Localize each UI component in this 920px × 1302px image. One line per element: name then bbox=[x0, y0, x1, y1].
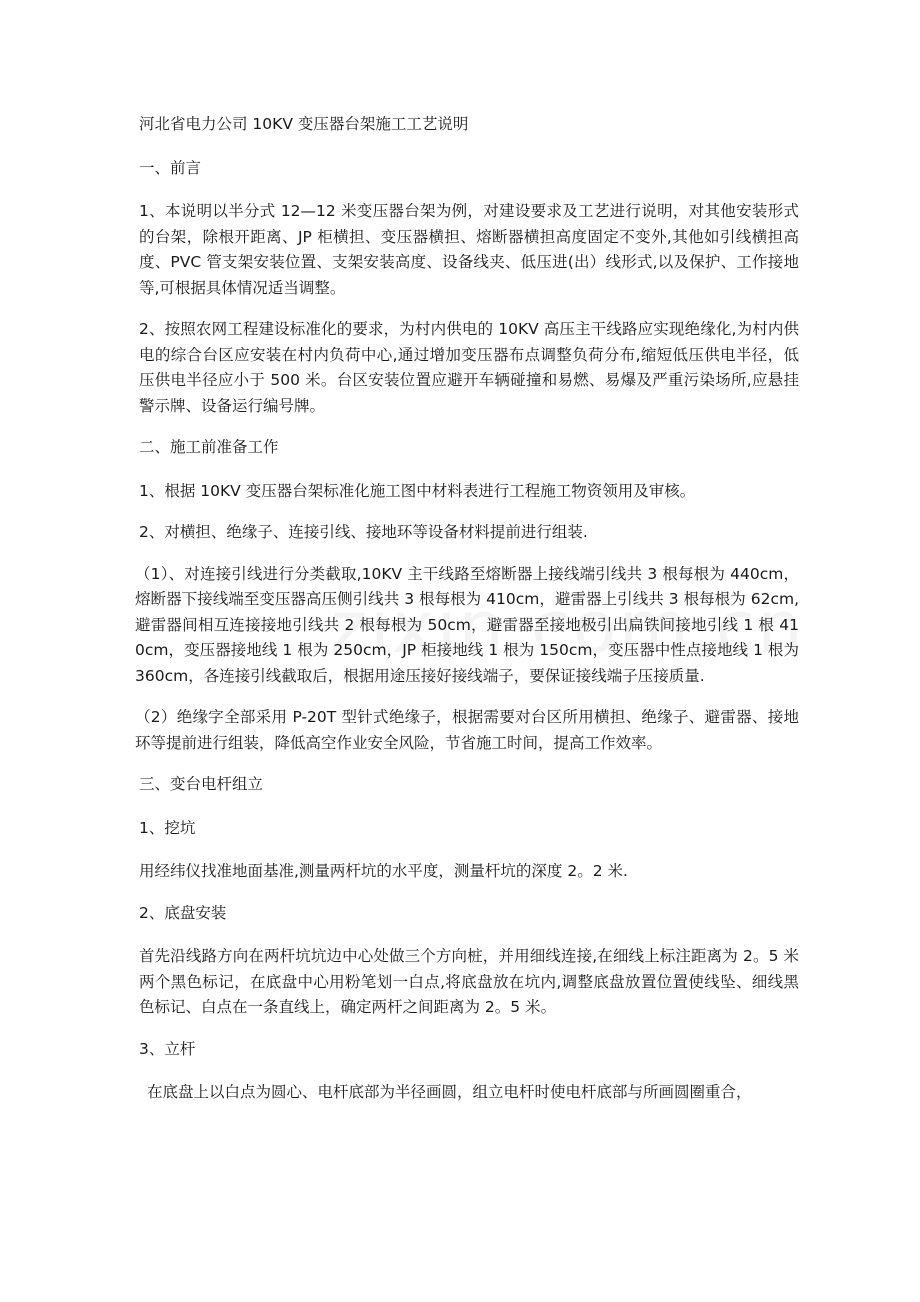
paragraph-lead-wires: （1）、对连接引线进行分类截取,10KV 主干线路至熔断器上接线端引线共 3 根每根为 440cm，熔断器下接线端至变压器高压侧引线共 3 根每根为 410cm，避雷器上引线共 3 根每根为 62cm,避雷器间相互连接接地引线共 2 根每根为 50cm，避雷器至接地极引出扁铁间接地引线 1 根 410cm，变压器接地线 1 根为 250cm，JP 柜接地线 1 根为 150cm，变压器中性点接地线 1 根为 360cm，各连接引线截取后，根据用途压接好接线端子，要保证接线端子压接质量. bbox=[135, 564, 799, 685]
paragraph-pole-raising: 在底盘上以白点为圆心、电杆底部为半径画圆，组立电杆时使电杆底部与所画圆圈重合， bbox=[147, 1083, 752, 1101]
paragraph-digging: 用经纬仪找准地面基准,测量两杆坑的水平度，测量杆坑的深度 2。2 米. bbox=[139, 862, 628, 880]
paragraph-assembly: 2、对横担、绝缘子、连接引线、接地环等设备材料提前进行组装. bbox=[139, 523, 588, 541]
paragraph-materials: 1、根据 10KV 变压器台架标准化施工图中材料表进行工程施工物资领用及审核。 bbox=[139, 481, 696, 500]
paragraph-insulators: （2）绝缘字全部采用 P-20T 型针式绝缘子，根据需要对台区所用横担、绝缘子、避雷器、接地环等提前进行组装，降低高空作业安全风险，节省施工时间，提高工作效率。 bbox=[135, 708, 799, 752]
paragraph-standardization: 2、按照农网工程建设标准化的要求，为村内供电的 10KV 高压主干线路应实现绝缘化,为村内供电的综合台区应安装在村内负荷中心,通过增加变压器布点调整负荷分布,缩短低压供电半径，低压供电半径应小于 500 米。台区安装位置应避开车辆碰撞和易燃、易爆及严重污染场所,应悬挂警示牌、设备运行编号牌。 bbox=[139, 320, 799, 415]
paragraph-scope: 1、本说明以半分式 12—12 米变压器台架为例，对建设要求及工艺进行说明，对其他安装形式的台架，除根开距离、JP 柜横担、变压器横担、熔断器横担高度固定不变外,其他如引线横担高度、PVC 管支架安装位置、支架安装高度、设备线夹、低压进(出）线形式,以及保护、工作接地等,可根据具体情况适当调整。 bbox=[139, 202, 799, 297]
section-heading-pole-erection: 三、变台电杆组立 bbox=[139, 775, 264, 793]
section-heading-foreword: 一、前言 bbox=[139, 158, 202, 177]
document-title: 河北省电力公司 10KV 变压器台架施工工艺说明 bbox=[139, 115, 469, 133]
subheading-base-plate: 2、底盘安装 bbox=[139, 903, 227, 922]
document-body bbox=[135, 112, 799, 1122]
paragraph-base-plate: 首先沿线路方向在两杆坑坑边中心处做三个方向桩，并用细线连接,在细线上标注距离为 2。5 米两个黑色标记，在底盘中心用粉笔划一白点,将底盘放在坑内,调整底盘放置位置使线坠、细线黑色标记、白点在一条直线上，确定两杆之间距离为 2。5 米。 bbox=[139, 947, 799, 1016]
section-heading-preparation: 二、施工前准备工作 bbox=[139, 438, 279, 456]
subheading-digging: 1、挖坑 bbox=[139, 818, 196, 837]
subheading-pole-raising: 3、立杆 bbox=[139, 1039, 196, 1058]
